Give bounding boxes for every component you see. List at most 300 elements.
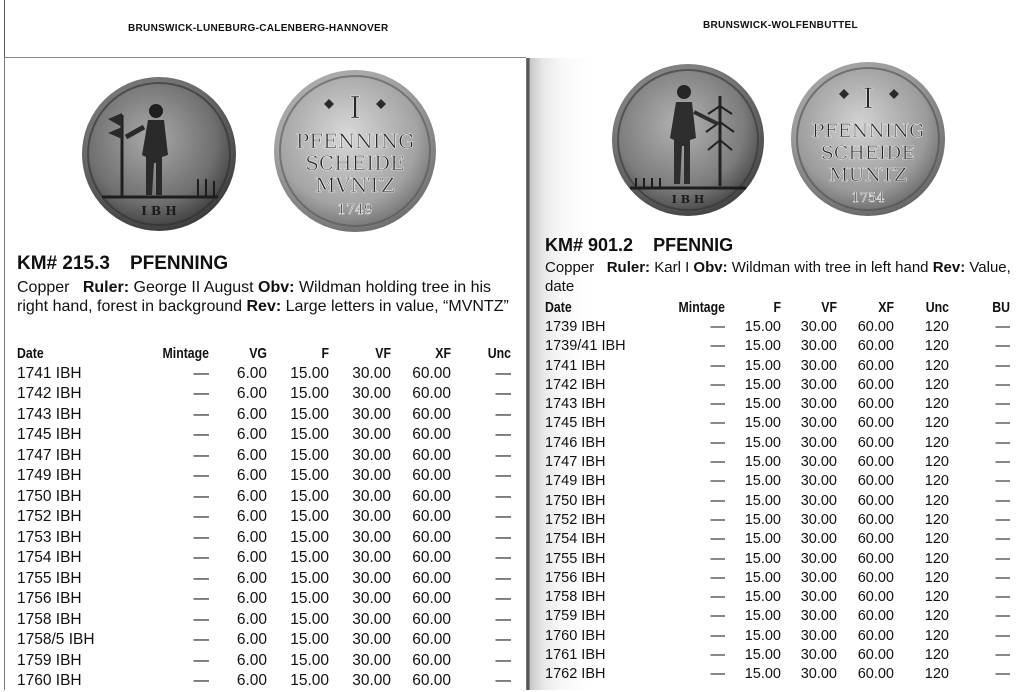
ruler: Karl I [654, 259, 690, 276]
value-cell: — [995, 589, 1010, 606]
value-cell: 60.00 [412, 364, 451, 382]
table-row [545, 433, 1010, 452]
value-cell: 60.00 [857, 415, 894, 432]
table-row [545, 587, 1010, 606]
value-cell: — [995, 434, 1010, 451]
ruler: George II August [133, 279, 254, 296]
date-cell: 1741 IBH [545, 357, 606, 374]
column-header: Date [545, 299, 572, 317]
date-cell: 1749 IBH [17, 467, 82, 485]
value-cell: — [710, 473, 725, 490]
left-km-title [17, 253, 228, 275]
value-cell: 30.00 [800, 569, 837, 586]
value-cell: — [495, 631, 511, 649]
date-cell: 1743 IBH [17, 405, 82, 423]
table-row [545, 375, 1010, 394]
value-cell: — [995, 318, 1010, 335]
right-price-table [545, 298, 1010, 684]
value-cell: — [710, 589, 725, 606]
value-cell: 60.00 [857, 473, 894, 490]
value-cell: 60.00 [857, 376, 894, 393]
value-cell: — [193, 549, 209, 567]
date-cell: 1739 IBH [545, 318, 606, 335]
value-cell: 30.00 [352, 631, 391, 649]
value-cell: — [495, 672, 511, 690]
table-row [17, 405, 511, 426]
column-header: BU [992, 299, 1010, 317]
wildman-coin-icon [610, 62, 766, 218]
value-cell: 60.00 [857, 627, 894, 644]
table-row [17, 630, 511, 651]
column-header: Unc [925, 299, 949, 317]
date-cell: 1742 IBH [545, 376, 606, 393]
reverse-line-1: I [349, 91, 361, 126]
value-cell: — [193, 508, 209, 526]
value-cell: — [193, 364, 209, 382]
value-cell: 6.00 [236, 569, 267, 587]
table-row [545, 356, 1010, 375]
table-row [545, 568, 1010, 587]
value-cell: 120 [924, 318, 949, 335]
value-cell: — [193, 672, 209, 690]
value-cell: 30.00 [352, 528, 391, 546]
right-coin-obverse-image [610, 62, 766, 218]
value-cell: — [193, 405, 209, 423]
obv-label: Obv: [693, 259, 728, 276]
reverse-line-3: SCHEIDE [305, 151, 405, 175]
right-km-title [545, 235, 733, 256]
value-cell: — [710, 454, 725, 471]
value-cell: 120 [924, 666, 949, 683]
value-cell: 6.00 [236, 487, 267, 505]
value-cell: 120 [924, 454, 949, 471]
value-cell: — [495, 487, 511, 505]
value-cell: 60.00 [412, 631, 451, 649]
page-edge-line [4, 0, 5, 58]
value-cell: — [193, 446, 209, 464]
date-cell: 1756 IBH [545, 569, 606, 586]
value-cell: 60.00 [857, 511, 894, 528]
column-header: F [773, 299, 781, 317]
value-cell: — [995, 511, 1010, 528]
value-cell: 30.00 [800, 666, 837, 683]
value-cell: 60.00 [857, 531, 894, 548]
value-cell: 6.00 [236, 631, 267, 649]
value-cell: 30.00 [800, 318, 837, 335]
value-cell: 60.00 [412, 590, 451, 608]
value-cell: 60.00 [412, 385, 451, 403]
value-cell: — [193, 467, 209, 485]
value-cell: 60.00 [412, 651, 451, 669]
reverse-line-4: MUNTZ [829, 164, 907, 186]
reverse-line-2: PFENNING [295, 129, 415, 153]
table-row [17, 610, 511, 631]
table-row [545, 510, 1010, 529]
value-cell: 6.00 [236, 446, 267, 464]
table-row [545, 472, 1010, 491]
value-cell: 30.00 [800, 434, 837, 451]
value-cell: 15.00 [290, 528, 329, 546]
value-cell: 60.00 [857, 550, 894, 567]
value-cell: — [495, 651, 511, 669]
value-cell: 30.00 [352, 385, 391, 403]
value-cell: 15.00 [744, 589, 781, 606]
value-cell: — [710, 357, 725, 374]
value-cell: 60.00 [857, 318, 894, 335]
table-row [17, 446, 511, 467]
value-cell: 120 [924, 531, 949, 548]
table-row [545, 645, 1010, 664]
value-cell: 15.00 [290, 672, 329, 690]
date-cell: 1759 IBH [545, 608, 606, 625]
value-cell: 30.00 [352, 549, 391, 567]
value-cell: 6.00 [236, 651, 267, 669]
date-cell: 1755 IBH [17, 569, 82, 587]
value-cell: — [495, 549, 511, 567]
value-cell: — [995, 627, 1010, 644]
value-cell: 15.00 [290, 405, 329, 423]
date-cell: 1760 IBH [17, 672, 82, 690]
date-cell: 1756 IBH [17, 590, 82, 608]
date-cell: 1747 IBH [545, 454, 606, 471]
value-cell: — [995, 646, 1010, 663]
value-cell: 6.00 [236, 467, 267, 485]
value-cell: — [710, 511, 725, 528]
left-description [17, 278, 517, 316]
table-row [17, 589, 511, 610]
column-header: VG [249, 344, 267, 362]
value-cell: 15.00 [290, 364, 329, 382]
table-row [545, 414, 1010, 433]
value-cell: — [193, 528, 209, 546]
value-cell: — [995, 396, 1010, 413]
value-cell: — [495, 364, 511, 382]
value-coin-icon [272, 68, 438, 234]
table-row [545, 337, 1010, 356]
value-cell: 30.00 [800, 531, 837, 548]
value-cell: 60.00 [857, 608, 894, 625]
value-cell: — [193, 385, 209, 403]
value-cell: 6.00 [236, 549, 267, 567]
value-cell: 15.00 [290, 651, 329, 669]
value-cell: — [193, 651, 209, 669]
reverse-line-4: MVNTZ [315, 173, 395, 197]
value-cell: — [710, 608, 725, 625]
value-cell: 6.00 [236, 364, 267, 382]
value-cell: 30.00 [352, 426, 391, 444]
value-cell: 30.00 [800, 376, 837, 393]
value-cell: 15.00 [744, 357, 781, 374]
value-cell: — [710, 550, 725, 567]
value-cell: — [495, 569, 511, 587]
obv-text: Wildman holding tree in his right hand, forest in background [17, 279, 492, 315]
value-cell: — [495, 405, 511, 423]
value-cell: — [710, 318, 725, 335]
value-cell: 30.00 [800, 415, 837, 432]
date-cell: 1755 IBH [545, 550, 606, 567]
value-cell: — [193, 569, 209, 587]
value-cell: 60.00 [857, 357, 894, 374]
value-cell: 15.00 [290, 426, 329, 444]
value-cell: 120 [924, 473, 949, 490]
header-rule [4, 57, 526, 58]
value-cell: 60.00 [412, 487, 451, 505]
value-cell: 30.00 [352, 672, 391, 690]
value-cell: 120 [924, 511, 949, 528]
value-cell: — [710, 492, 725, 509]
date-cell: 1758 IBH [17, 610, 82, 628]
value-cell: — [193, 426, 209, 444]
value-cell: — [193, 631, 209, 649]
value-cell: 15.00 [290, 549, 329, 567]
right-section-title: BRUNSWICK-WOLFENBUTTEL [703, 20, 858, 31]
value-cell: 15.00 [744, 608, 781, 625]
left-border-line [4, 57, 5, 690]
obverse-legend: I B H [141, 204, 177, 218]
value-cell: 15.00 [290, 610, 329, 628]
table-row [545, 530, 1010, 549]
value-cell: 15.00 [290, 467, 329, 485]
value-cell: — [495, 590, 511, 608]
value-coin-icon [789, 60, 947, 218]
value-cell: 60.00 [412, 610, 451, 628]
value-cell: 60.00 [857, 396, 894, 413]
value-cell: 30.00 [352, 446, 391, 464]
value-cell: 30.00 [352, 405, 391, 423]
value-cell: 30.00 [800, 511, 837, 528]
table-row [17, 528, 511, 549]
value-cell: 120 [924, 550, 949, 567]
value-cell: — [710, 569, 725, 586]
table-row [545, 665, 1010, 684]
value-cell: 30.00 [800, 608, 837, 625]
value-cell: — [995, 376, 1010, 393]
obv-text: Wildman with tree in left hand [731, 259, 929, 276]
value-cell: — [995, 415, 1010, 432]
value-cell: 60.00 [412, 569, 451, 587]
value-cell: — [710, 338, 725, 355]
value-cell: 15.00 [744, 550, 781, 567]
table-row [17, 466, 511, 487]
value-cell: 15.00 [290, 446, 329, 464]
date-cell: 1754 IBH [17, 549, 82, 567]
value-cell: 120 [924, 434, 949, 451]
value-cell: — [995, 569, 1010, 586]
date-cell: 1745 IBH [545, 415, 606, 432]
value-cell: 30.00 [352, 487, 391, 505]
value-cell: 15.00 [744, 318, 781, 335]
value-cell: — [710, 627, 725, 644]
value-cell: — [995, 357, 1010, 374]
value-cell: — [495, 528, 511, 546]
table-row [545, 549, 1010, 568]
value-cell: — [995, 608, 1010, 625]
value-cell: — [193, 590, 209, 608]
column-header: Unc [487, 344, 511, 362]
column-header: F [321, 344, 329, 362]
value-cell: 30.00 [800, 473, 837, 490]
value-cell: 15.00 [290, 569, 329, 587]
table-row [17, 569, 511, 590]
value-cell: 60.00 [857, 454, 894, 471]
value-cell: 60.00 [857, 338, 894, 355]
column-header: Mintage [678, 299, 725, 317]
value-cell: 15.00 [744, 646, 781, 663]
table-row [17, 425, 511, 446]
value-cell: 15.00 [744, 396, 781, 413]
value-cell: 6.00 [236, 426, 267, 444]
value-cell: 15.00 [744, 415, 781, 432]
value-cell: — [710, 434, 725, 451]
value-cell: — [193, 487, 209, 505]
table-row [17, 507, 511, 528]
value-cell: 120 [924, 415, 949, 432]
value-cell: 30.00 [800, 627, 837, 644]
value-cell: 60.00 [412, 446, 451, 464]
date-cell: 1742 IBH [17, 385, 82, 403]
ruler-label: Ruler: [606, 259, 651, 276]
table-row [545, 394, 1010, 413]
table-row [17, 384, 511, 405]
value-cell: 15.00 [744, 666, 781, 683]
left-coin-obverse-image [80, 75, 238, 233]
value-cell: — [495, 467, 511, 485]
value-cell: 6.00 [236, 508, 267, 526]
left-section-title: BRUNSWICK-LUNEBURG-CALENBERG-HANNOVER [128, 23, 389, 34]
date-cell: 1759 IBH [17, 651, 82, 669]
date-cell: 1758/5 IBH [17, 631, 95, 649]
reverse-line-5: 1754 [851, 191, 885, 206]
value-cell: 60.00 [412, 508, 451, 526]
column-header: VF [821, 299, 837, 317]
value-cell: 15.00 [744, 454, 781, 471]
value-cell: — [995, 338, 1010, 355]
value-cell: 30.00 [352, 590, 391, 608]
metal: Copper [17, 279, 70, 296]
date-cell: 1746 IBH [545, 434, 606, 451]
km-number: KM# 901.2 [545, 235, 634, 255]
value-cell: 15.00 [744, 569, 781, 586]
date-cell: 1762 IBH [545, 666, 606, 683]
obverse-legend: I B H [671, 193, 705, 206]
value-cell: — [710, 666, 725, 683]
value-cell: 6.00 [236, 528, 267, 546]
value-cell: 120 [924, 569, 949, 586]
value-cell: 60.00 [857, 434, 894, 451]
ruler-label: Ruler: [82, 279, 130, 296]
value-cell: 15.00 [744, 492, 781, 509]
value-cell: 60.00 [857, 589, 894, 606]
value-cell: — [710, 396, 725, 413]
denomination: PFENNING [129, 253, 229, 274]
value-cell: — [495, 610, 511, 628]
table-row [545, 491, 1010, 510]
value-cell: 60.00 [412, 672, 451, 690]
value-cell: 120 [924, 396, 949, 413]
column-header: Date [17, 344, 44, 362]
table-row [545, 452, 1010, 471]
value-cell: — [495, 446, 511, 464]
wildman-coin-icon [80, 75, 238, 233]
value-cell: 30.00 [800, 396, 837, 413]
value-cell: 60.00 [857, 646, 894, 663]
denomination: PFENNIG [653, 235, 734, 255]
table-row [17, 487, 511, 508]
table-row [17, 651, 511, 672]
value-cell: 15.00 [290, 385, 329, 403]
value-cell: 120 [924, 492, 949, 509]
column-header: VF [375, 344, 391, 362]
value-cell: — [710, 376, 725, 393]
value-cell: — [995, 473, 1010, 490]
value-cell: 60.00 [857, 569, 894, 586]
value-cell: 15.00 [744, 473, 781, 490]
value-cell: 120 [924, 376, 949, 393]
value-cell: 15.00 [744, 338, 781, 355]
rev-label: Rev: [246, 298, 282, 315]
value-cell: 30.00 [352, 569, 391, 587]
value-cell: 15.00 [290, 590, 329, 608]
value-cell: 120 [924, 608, 949, 625]
value-cell: 15.00 [290, 487, 329, 505]
value-cell: 60.00 [412, 467, 451, 485]
reverse-line-1: I [862, 82, 874, 115]
value-cell: 30.00 [352, 651, 391, 669]
column-header: XF [435, 344, 451, 362]
value-cell: — [495, 508, 511, 526]
value-cell: — [995, 531, 1010, 548]
value-cell: 15.00 [744, 511, 781, 528]
value-cell: 60.00 [412, 426, 451, 444]
value-cell: — [710, 415, 725, 432]
value-cell: 30.00 [800, 357, 837, 374]
value-cell: 15.00 [744, 531, 781, 548]
value-cell: 30.00 [800, 454, 837, 471]
metal: Copper [545, 259, 595, 276]
reverse-line-5: 1749 [337, 202, 373, 218]
date-cell: 1761 IBH [545, 646, 606, 663]
value-cell: 120 [924, 646, 949, 663]
value-cell: 6.00 [236, 610, 267, 628]
table-header-row [17, 343, 511, 364]
table-row [17, 548, 511, 569]
value-cell: — [710, 531, 725, 548]
table-row [545, 626, 1010, 645]
value-cell: — [995, 666, 1010, 683]
table-row [545, 317, 1010, 336]
column-header: XF [878, 299, 894, 317]
obv-label: Obv: [258, 279, 295, 296]
value-cell: 60.00 [857, 666, 894, 683]
value-cell: 120 [924, 338, 949, 355]
value-cell: 15.00 [744, 627, 781, 644]
value-cell: — [995, 492, 1010, 509]
value-cell: — [495, 426, 511, 444]
value-cell: 15.00 [744, 434, 781, 451]
value-cell: 6.00 [236, 672, 267, 690]
value-cell: 15.00 [290, 631, 329, 649]
rev-text: Large letters in value, “MVNTZ” [285, 298, 509, 315]
table-row [545, 607, 1010, 626]
table-row [17, 364, 511, 385]
date-cell: 1749 IBH [545, 473, 606, 490]
date-cell: 1753 IBH [17, 528, 82, 546]
value-cell: 60.00 [412, 405, 451, 423]
rev-text: Value, date [545, 259, 1011, 295]
value-cell: 60.00 [412, 528, 451, 546]
value-cell: 30.00 [800, 589, 837, 606]
value-cell: 30.00 [352, 610, 391, 628]
